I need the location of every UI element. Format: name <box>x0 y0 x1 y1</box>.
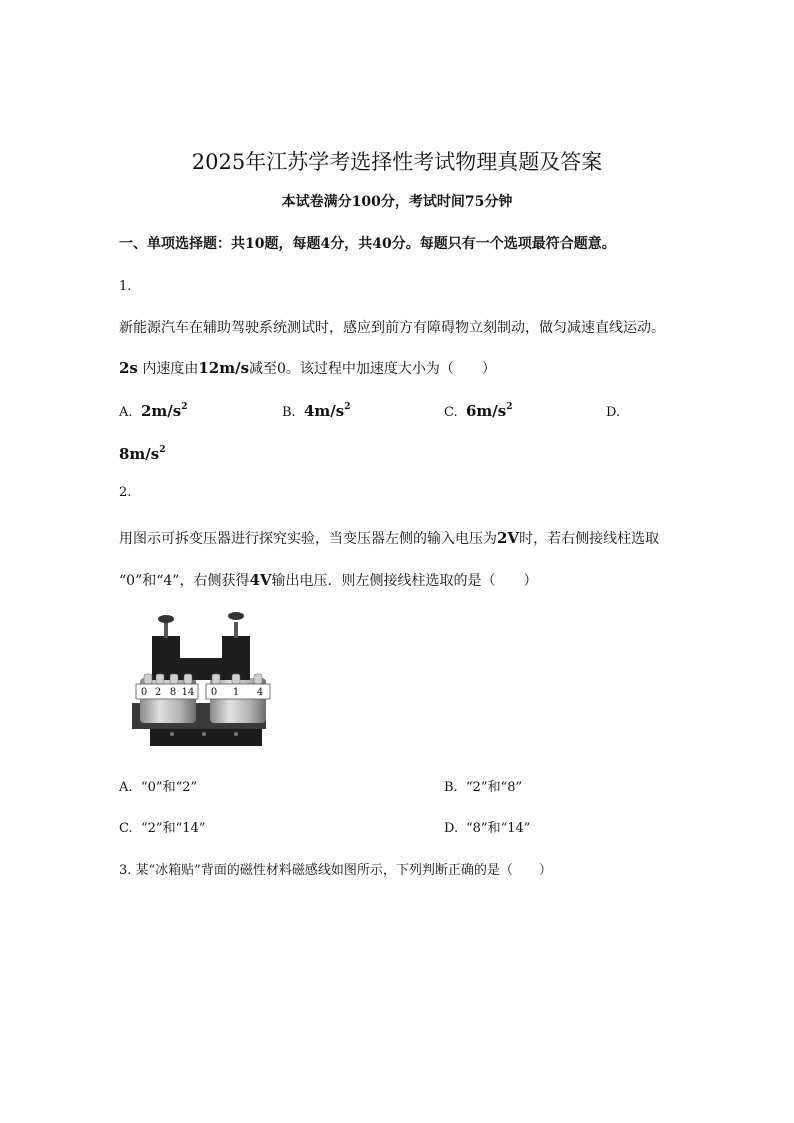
q2-option-d[interactable]: D. “8”和“14” <box>444 821 531 836</box>
page-title: 2025年江苏学考选择性考试物理真题及答案 <box>191 150 603 174</box>
q2-output-voltage: 4V <box>249 571 272 589</box>
option-value: $2m/s^2$ <box>141 402 188 420</box>
exam-info: 本试卷满分100分，考试时间75分钟 <box>281 194 513 210</box>
q1-text-b: 减至0。该过程中加速度大小为（ ） <box>249 361 496 377</box>
q1-number: 1. <box>119 279 132 294</box>
terminal-label-left-2: 2 <box>154 687 162 698</box>
option-value: $4m/s^2$ <box>304 402 351 420</box>
q1-option-d[interactable] <box>119 445 166 463</box>
option-value: $6m/s^2$ <box>466 402 513 420</box>
q1-speed-value: 12m/s <box>198 359 250 377</box>
terminal-label-left-0: 0 <box>140 687 148 698</box>
q2-stem-line2: “0”和“4”，右侧获得4V输出电压．则左侧接线柱选取的是（ ） <box>119 571 538 589</box>
terminal-label-left-8: 8 <box>169 687 177 698</box>
option-label: A. <box>119 405 133 420</box>
left-screw <box>158 615 174 623</box>
right-screw <box>228 612 244 620</box>
q1-option-b[interactable] <box>282 402 351 420</box>
q1-option-d-label[interactable]: D. <box>606 405 621 420</box>
q1-option-c[interactable] <box>444 402 513 420</box>
terminal-label-right-1: 1 <box>232 687 240 698</box>
q2-option-c[interactable]: C. “2”和“14” <box>119 821 206 836</box>
q2-stem-line1: 用图示可拆变压器进行探究实验，当变压器左侧的输入电压为2V时，若右侧接线柱选取 <box>119 529 660 547</box>
q2-option-a[interactable]: A. “0”和“2” <box>119 780 198 795</box>
q1-stem-line1: 新能源汽车在辅助驾驶系统测试时，感应到前方有障碍物立刻制动，做匀减速直线运动。 <box>119 320 665 336</box>
section-heading: 一、单项选择题：共10题，每题4分，共40分。每题只有一个选项最符合题意。 <box>119 236 616 252</box>
option-label: B. <box>282 405 296 420</box>
option-value: $8m/s^2$ <box>119 445 166 463</box>
q1-stem-line2 <box>119 358 496 378</box>
q3-stem: 3. 某“冰箱贴”背面的磁性材料磁感线如图所示，下列判断正确的是（ ） <box>119 863 552 878</box>
terminal-label-right-0: 0 <box>210 687 218 698</box>
q2-option-b[interactable]: B. “2”和“8” <box>444 780 523 795</box>
q1-text-a: 内速度由 <box>142 361 199 377</box>
q2-input-voltage: 2V <box>497 529 520 547</box>
transformer-figure <box>130 608 276 750</box>
option-label: C. <box>444 405 458 420</box>
terminal-label-left-14: 14 <box>181 687 195 698</box>
q2-number: 2. <box>119 485 132 500</box>
q1-option-a[interactable] <box>119 402 188 420</box>
terminal-label-right-4: 4 <box>256 687 264 698</box>
q1-time-value: 2s <box>119 359 138 377</box>
